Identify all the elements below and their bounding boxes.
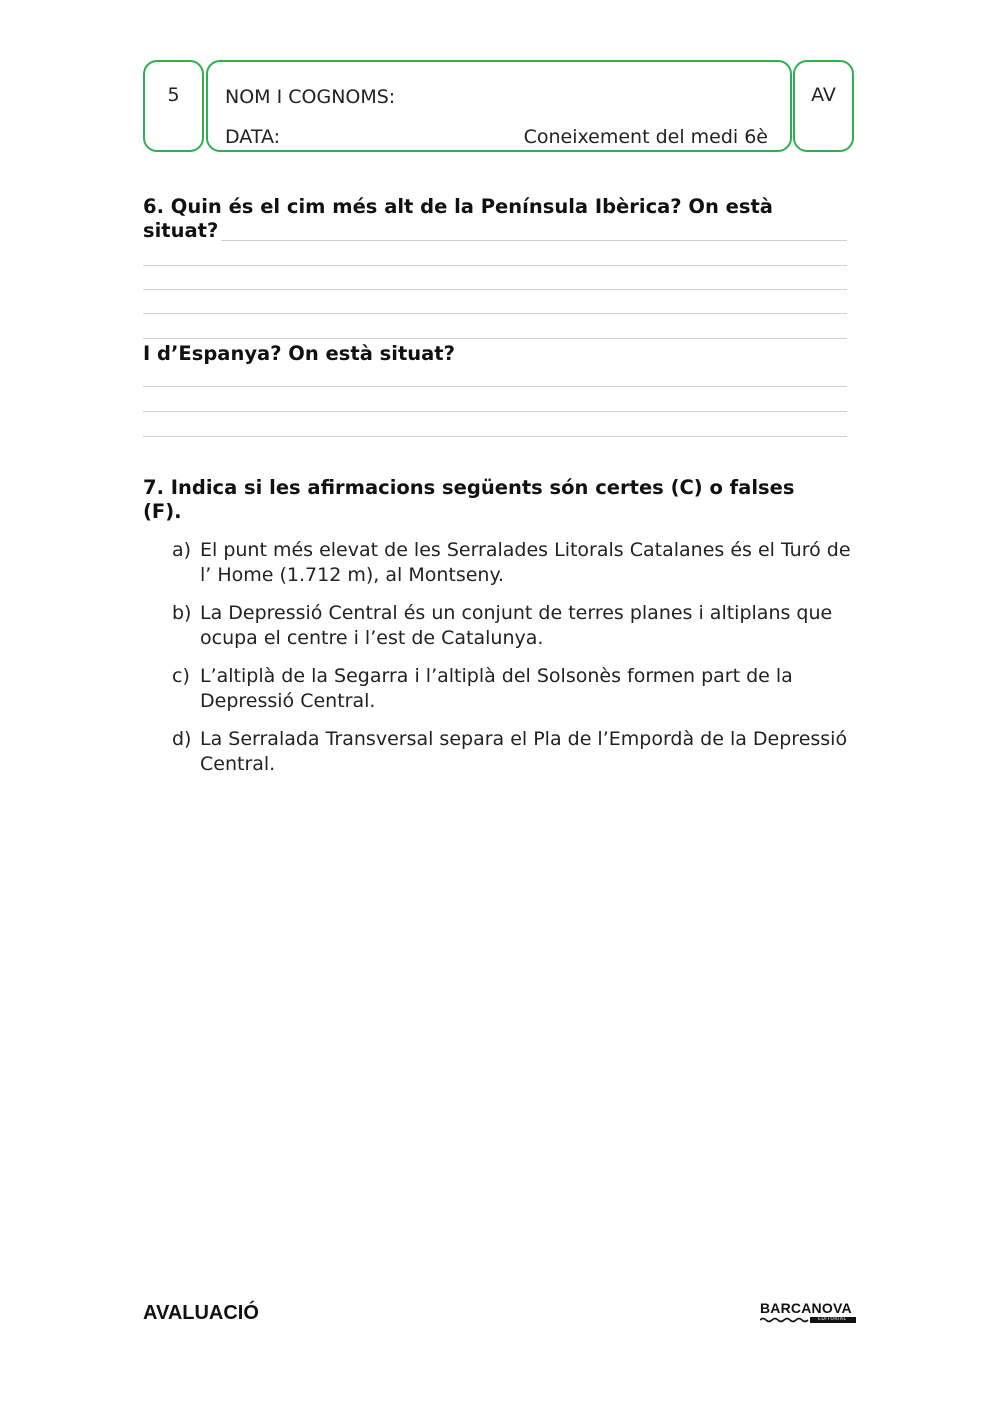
- unit-number: 5: [167, 84, 180, 106]
- question-6-title: [143, 195, 848, 243]
- answer-line[interactable]: [143, 386, 847, 387]
- question-7-line-1: 7. Indica si les afirmacions següents són certes (C) o falses: [143, 476, 795, 499]
- question-6-line-1: 6. Quin és el cim més alt de la Península Ibèrica? On està: [143, 195, 773, 218]
- answer-line[interactable]: [221, 240, 847, 241]
- item-text: La Serralada Transversal separa el Pla de l’Empordà de la Depressió Central.: [200, 728, 848, 775]
- name-label: NOM I COGNOMS:: [225, 86, 396, 108]
- date-label: DATA:: [225, 126, 281, 148]
- question-7-title: [143, 476, 848, 524]
- item-text: L’altiplà de la Segarra i l’altiplà del Solsonès formen part de la Depressió Central.: [200, 665, 793, 712]
- item-letter: d): [172, 728, 192, 750]
- list-item: [172, 601, 852, 651]
- subject-label: Coneixement del medi 6è: [523, 126, 768, 148]
- statement-list: [172, 538, 852, 790]
- list-item: [172, 538, 852, 588]
- item-text: El punt més elevat de les Serralades Litorals Catalanes és el Turó de l’ Home (1.712 m), al Montseny.: [200, 539, 851, 586]
- item-letter: c): [172, 665, 190, 687]
- answer-line[interactable]: [143, 411, 847, 412]
- answer-line[interactable]: [143, 265, 847, 266]
- footer-label: AVALUACIÓ: [143, 1302, 259, 1324]
- item-text: La Depressió Central és un conjunt de terres planes i altiplans que ocupa el centre i l’est de Catalunya.: [200, 602, 833, 649]
- unit-number-box: [143, 60, 204, 152]
- item-letter: b): [172, 602, 192, 624]
- answer-line[interactable]: [143, 436, 847, 437]
- level-box: [793, 60, 854, 152]
- question-6-followup: I d’Espanya? On està situat?: [143, 342, 455, 365]
- answer-line[interactable]: [143, 313, 847, 314]
- item-letter: a): [172, 539, 192, 561]
- student-info-box: [206, 60, 792, 152]
- question-7-line-2: (F).: [143, 500, 182, 523]
- answer-line[interactable]: [143, 289, 847, 290]
- logo-subtext: EDITORIAL: [818, 1317, 847, 1322]
- logo-text: BARCANOVA: [760, 1300, 852, 1316]
- question-6-line-2: situat?: [143, 219, 219, 242]
- list-item: [172, 727, 852, 777]
- answer-line[interactable]: [143, 338, 847, 339]
- level-label: AV: [811, 84, 836, 106]
- publisher-logo: [760, 1300, 860, 1326]
- list-item: [172, 664, 852, 714]
